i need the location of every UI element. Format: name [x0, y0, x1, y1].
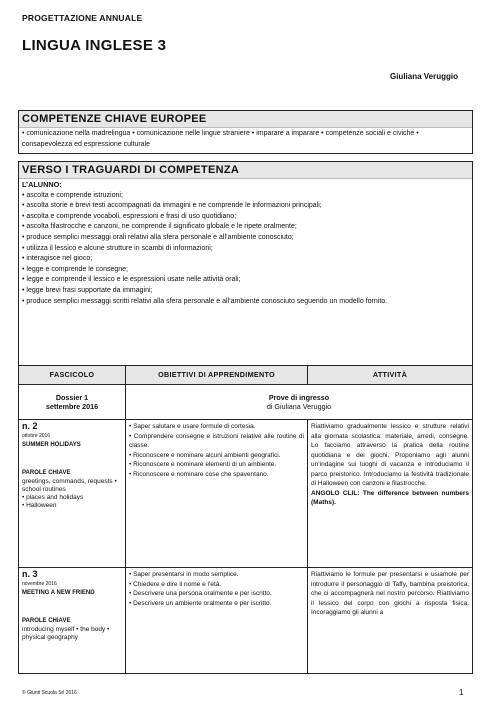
traguardi-item: • ascolta filastrocche e canzoni, ne comprende il significato globale e le ripete oralmente; — [22, 223, 297, 231]
traguardi-subheading: L’ALUNNO: — [22, 180, 62, 189]
traguardi-item: • produce semplici messaggi scritti relativi alla sfera personale e all’ambiente conosciuto seguendo un modello fornito. — [22, 297, 388, 305]
traguardi-item: • utilizza il lessico e alcune strutture in scambi di informazioni; — [22, 244, 213, 252]
copyright: © Giunti Scuola Srl 2016 — [22, 690, 77, 696]
header-fascicolo: FASCICOLO — [19, 366, 126, 385]
unit-title: MEETING A NEW FRIEND — [22, 590, 95, 596]
traguardi-item: • legge e comprende il lessico e le espressioni usate nelle attività orali; — [22, 276, 241, 284]
issue-date: ottobre 2016 — [22, 432, 51, 439]
traguardi-item: • ascolta e comprende vocaboli, espressioni e frasi di uso quotidiano; — [22, 212, 237, 220]
keywords-label: PAROLE CHIAVE — [22, 469, 71, 476]
document-title: LINGUA INGLESE 3 — [22, 37, 167, 54]
issue-number: n. 2 — [22, 421, 38, 431]
traguardi-heading: VERSO I TRAGUARDI DI COMPETENZA — [22, 164, 240, 176]
traguardi-box — [18, 161, 473, 369]
traguardi-item: • produce semplici messaggi orali relativi alla sfera personale e all’ambiente conosciuto; — [22, 233, 294, 241]
unit-title: SUMMER HOLIDAYS — [22, 442, 81, 448]
objective-item: • Saper salutare e usare formule di cortesia. — [129, 423, 256, 430]
competenze-header — [19, 111, 472, 128]
table-row-dossier — [19, 385, 473, 420]
keyword-item: • Halloween — [22, 502, 57, 509]
competenze-box — [18, 110, 473, 154]
keyword-item: • places and holidays — [22, 494, 84, 501]
header-attivita: ATTIVITÀ — [308, 366, 473, 385]
competenze-heading: COMPETENZE CHIAVE EUROPEE — [22, 113, 207, 125]
dossier-label: Dossier 1 — [55, 392, 89, 402]
keywords-label: PAROLE CHIAVE — [22, 617, 71, 624]
prove-title: Prove di ingresso — [268, 392, 330, 402]
objective-item: • Riconoscere e nominare elementi di un ambiente. — [129, 461, 277, 468]
activity-text: Riattiviamo gradualmente lessico e strutture relativi alla giornata scolastica: materiale, arredi, consegne. Lo facciamo attraverso la pratica della routine quotidiana e dei giochi. Proponiamo agli alunni un’indagine sui luoghi di vacanza e introduciamo il parco preistorico. Introduciamo la festività tradizionale di Halloween con canzoni e filastrocche. — [311, 423, 469, 487]
page-number: 1 — [459, 688, 464, 697]
issue-number: n. 3 — [22, 569, 38, 579]
traguardi-item: • ascolta storie e brevi testi accompagnati da immagini e ne comprende le informazioni principali; — [22, 202, 322, 210]
prove-author: di Giuliana Veruggio — [266, 402, 332, 411]
objective-item: • Saper presentarsi in modo semplice. — [129, 571, 239, 578]
traguardi-header — [19, 162, 472, 179]
table-row — [19, 568, 473, 674]
objective-item: • Descrivere una persona oralmente e per iscritto. — [129, 590, 272, 597]
document-kicker: PROGETTAZIONE ANNUALE — [22, 13, 143, 23]
keywords-text: introducing myself • the body • physical geography — [22, 626, 110, 641]
objective-item: • Comprendere consegne e istruzioni relative alle routine di classe. — [129, 432, 304, 449]
objective-item: • Descrivere un ambiente oralmente e per iscritto. — [129, 599, 272, 607]
programme-table — [18, 365, 473, 674]
table-row — [19, 420, 473, 568]
dossier-date: settembre 2016 — [45, 402, 99, 411]
activity-text: Riattiviamo le formule per presentarsi e usiamole per introdurre il personaggio di Taffy, bambina preistorica, che ci accompagnerà nel nostro percorso. Riattiviamo il lessico del corpo con giochi a risposta fisica. Incoraggiamo gli alunni a — [311, 571, 469, 616]
objective-item: • Chiedere e dire il nome e l’età. — [129, 580, 222, 588]
issue-date: novembre 2016 — [22, 580, 57, 587]
objective-item: • Riconoscere e nominare cose che spaventano. — [129, 470, 269, 478]
traguardi-item: • legge e comprende le consegne; — [22, 265, 128, 273]
traguardi-item: • legge brevi frasi supportate da immagini; — [22, 286, 153, 294]
objective-item: • Riconoscere e nominare alcuni ambienti geografici. — [129, 451, 281, 459]
traguardi-item: • interagisce nel gioco; — [22, 255, 93, 263]
traguardi-item: • ascolta e comprende istruzioni; — [22, 191, 123, 199]
keywords-text: greetings, commands, requests • school routines — [22, 478, 117, 493]
competenze-text: • comunicazione nella madrelingua • comunicazione nelle lingue straniere • imparare a imparare • competenze sociali e civiche • consapevolezza ed espressione culturale — [22, 130, 419, 148]
author-name: Giuliana Veruggio — [389, 72, 458, 81]
activity-clil: ANGOLO CLIL: The difference between numbers (Maths). — [311, 489, 469, 506]
header-obiettivi: OBIETTIVI DI APPRENDIMENTO — [126, 366, 308, 385]
